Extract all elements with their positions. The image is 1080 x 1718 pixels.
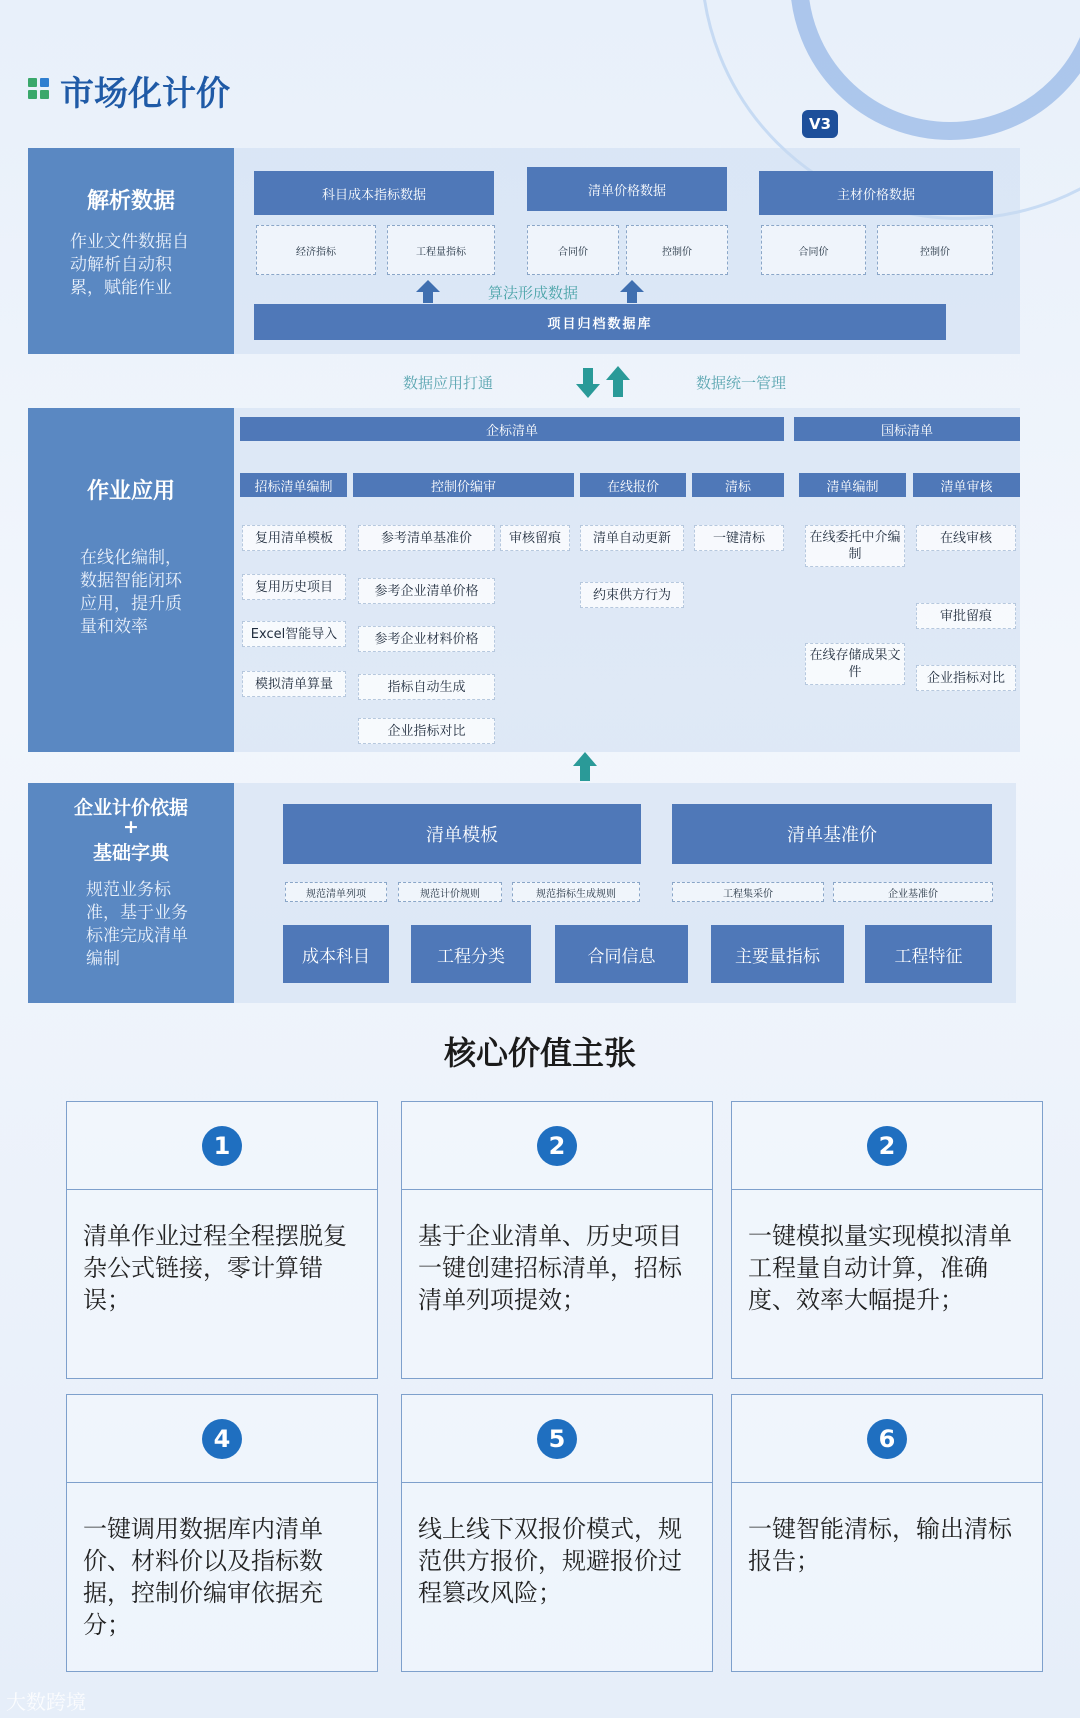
feature-item: 企业指标对比 xyxy=(358,718,495,744)
value-card xyxy=(731,1101,1043,1379)
section-desc: 作业文件数据自动解析自动积累，赋能作业 xyxy=(70,232,189,298)
feature-item: 在线委托中介编制 xyxy=(805,525,905,567)
column-header: 清单审核 xyxy=(913,473,1020,497)
dict-item: 工程特征 xyxy=(865,925,992,983)
card-text: 一键模拟量实现模拟清单工程量自动计算，准确度、效率大幅提升； xyxy=(748,1222,1012,1314)
card-text: 一键智能清标，输出清标报告； xyxy=(748,1515,1012,1575)
section-heading: 作业应用 xyxy=(86,479,175,504)
rule-item: 企业基准价 xyxy=(833,882,993,902)
group-label: 清单价格数据 xyxy=(527,167,727,211)
number-badge: 5 xyxy=(537,1419,577,1459)
dict-item: 工程分类 xyxy=(411,925,531,983)
national-list-header: 国标清单 xyxy=(794,417,1020,441)
project-database: 项目归档数据库 xyxy=(254,304,946,340)
data-item: 经济指标 xyxy=(256,225,376,275)
number-badge: 4 xyxy=(202,1419,242,1459)
feature-item: 参考企业材料价格 xyxy=(358,626,495,652)
arrow-up-icon xyxy=(606,366,630,380)
feature-item: 在线审核 xyxy=(916,525,1016,551)
section-desc: 规范业务标准，基于业务标准完成清单编制 xyxy=(86,880,188,969)
feature-item: 一键清标 xyxy=(694,525,784,551)
card-text: 一键调用数据库内清单价、材料价以及指标数据，控制价编审依据充分； xyxy=(83,1515,323,1639)
enterprise-list-header: 企标清单 xyxy=(240,417,784,441)
feature-item: 企业指标对比 xyxy=(916,665,1016,691)
column-header: 招标清单编制 xyxy=(240,473,347,497)
data-item: 合同价 xyxy=(761,225,866,275)
arrow-up-icon xyxy=(573,752,597,766)
feature-item: 审批留痕 xyxy=(916,603,1016,629)
dict-item: 主要量指标 xyxy=(711,925,844,983)
card-text: 清单作业过程全程摆脱复杂公式链接，零计算错误； xyxy=(83,1222,347,1314)
arrow-stem xyxy=(423,291,433,303)
connector-right: 数据统一管理 xyxy=(696,374,787,392)
basis-sidebar xyxy=(28,783,234,1003)
data-item: 合同价 xyxy=(527,225,619,275)
list-benchmark-box: 清单基准价 xyxy=(672,804,992,864)
data-item: 控制价 xyxy=(626,225,728,275)
data-item: 控制价 xyxy=(877,225,993,275)
watermark: 大数跨境 xyxy=(6,1690,86,1714)
plus-sign: + xyxy=(123,816,139,838)
value-card xyxy=(66,1394,378,1672)
feature-item: 模拟清单算量 xyxy=(242,671,346,697)
section-heading: 解析数据 xyxy=(86,189,175,214)
arrow-stem xyxy=(627,291,637,303)
parse-data-sidebar xyxy=(28,148,234,354)
feature-item: 指标自动生成 xyxy=(358,674,495,700)
section-desc: 在线化编制，数据智能闭环应用，提升质量和效率 xyxy=(80,548,182,637)
number-badge: 2 xyxy=(537,1126,577,1166)
algo-label: 算法形成数据 xyxy=(488,284,579,302)
arrow-stem xyxy=(613,379,623,397)
work-app-sidebar xyxy=(28,408,234,752)
value-card xyxy=(66,1101,378,1379)
rule-item: 工程集采价 xyxy=(672,882,824,902)
number-badge: 6 xyxy=(867,1419,907,1459)
v3-badge: V3 xyxy=(802,110,838,138)
card-text: 线上线下双报价模式，规范供方报价，规避报价过程篡改风险； xyxy=(418,1515,682,1607)
arrow-down-head xyxy=(576,384,600,398)
value-card xyxy=(401,1101,713,1379)
dict-item: 合同信息 xyxy=(555,925,688,983)
feature-item: 在线存储成果文件 xyxy=(805,643,905,685)
value-card xyxy=(401,1394,713,1672)
number-badge: 2 xyxy=(867,1126,907,1166)
column-header: 清单编制 xyxy=(799,473,906,497)
feature-item: 参考清单基准价 xyxy=(358,525,495,551)
section-heading: 基础字典 xyxy=(92,842,169,864)
arrow-stem xyxy=(580,765,590,781)
card-text: 基于企业清单、历史项目一键创建招标清单，招标清单列项提效； xyxy=(418,1222,682,1314)
group-label: 科目成本指标数据 xyxy=(254,171,494,215)
column-header: 在线报价 xyxy=(580,473,686,497)
list-template-box: 清单模板 xyxy=(283,804,641,864)
feature-item: 清单自动更新 xyxy=(580,525,684,551)
value-card xyxy=(731,1394,1043,1672)
rule-item: 规范计价规则 xyxy=(398,882,502,902)
feature-item: 审核留痕 xyxy=(500,525,570,551)
dict-item: 成本科目 xyxy=(283,925,389,983)
group-label: 主材价格数据 xyxy=(759,171,993,215)
column-header: 清标 xyxy=(692,473,784,497)
column-header: 控制价编审 xyxy=(353,473,574,497)
feature-item: 复用清单模板 xyxy=(242,525,346,551)
page-title: 市场化计价 xyxy=(60,74,230,114)
section-heading: 企业计价依据 xyxy=(73,797,188,819)
core-value-title: 核心价值主张 xyxy=(443,1034,636,1072)
rule-item: 规范指标生成规则 xyxy=(512,882,640,902)
feature-item: Excel智能导入 xyxy=(242,621,346,647)
rule-item: 规范清单列项 xyxy=(285,882,387,902)
feature-item: 约束供方行为 xyxy=(580,582,684,608)
number-badge: 1 xyxy=(202,1126,242,1166)
feature-item: 复用历史项目 xyxy=(242,574,346,600)
title-icon xyxy=(28,78,50,100)
feature-item: 参考企业清单价格 xyxy=(358,578,495,604)
connector-left: 数据应用打通 xyxy=(403,374,494,392)
data-item: 工程量指标 xyxy=(387,225,495,275)
